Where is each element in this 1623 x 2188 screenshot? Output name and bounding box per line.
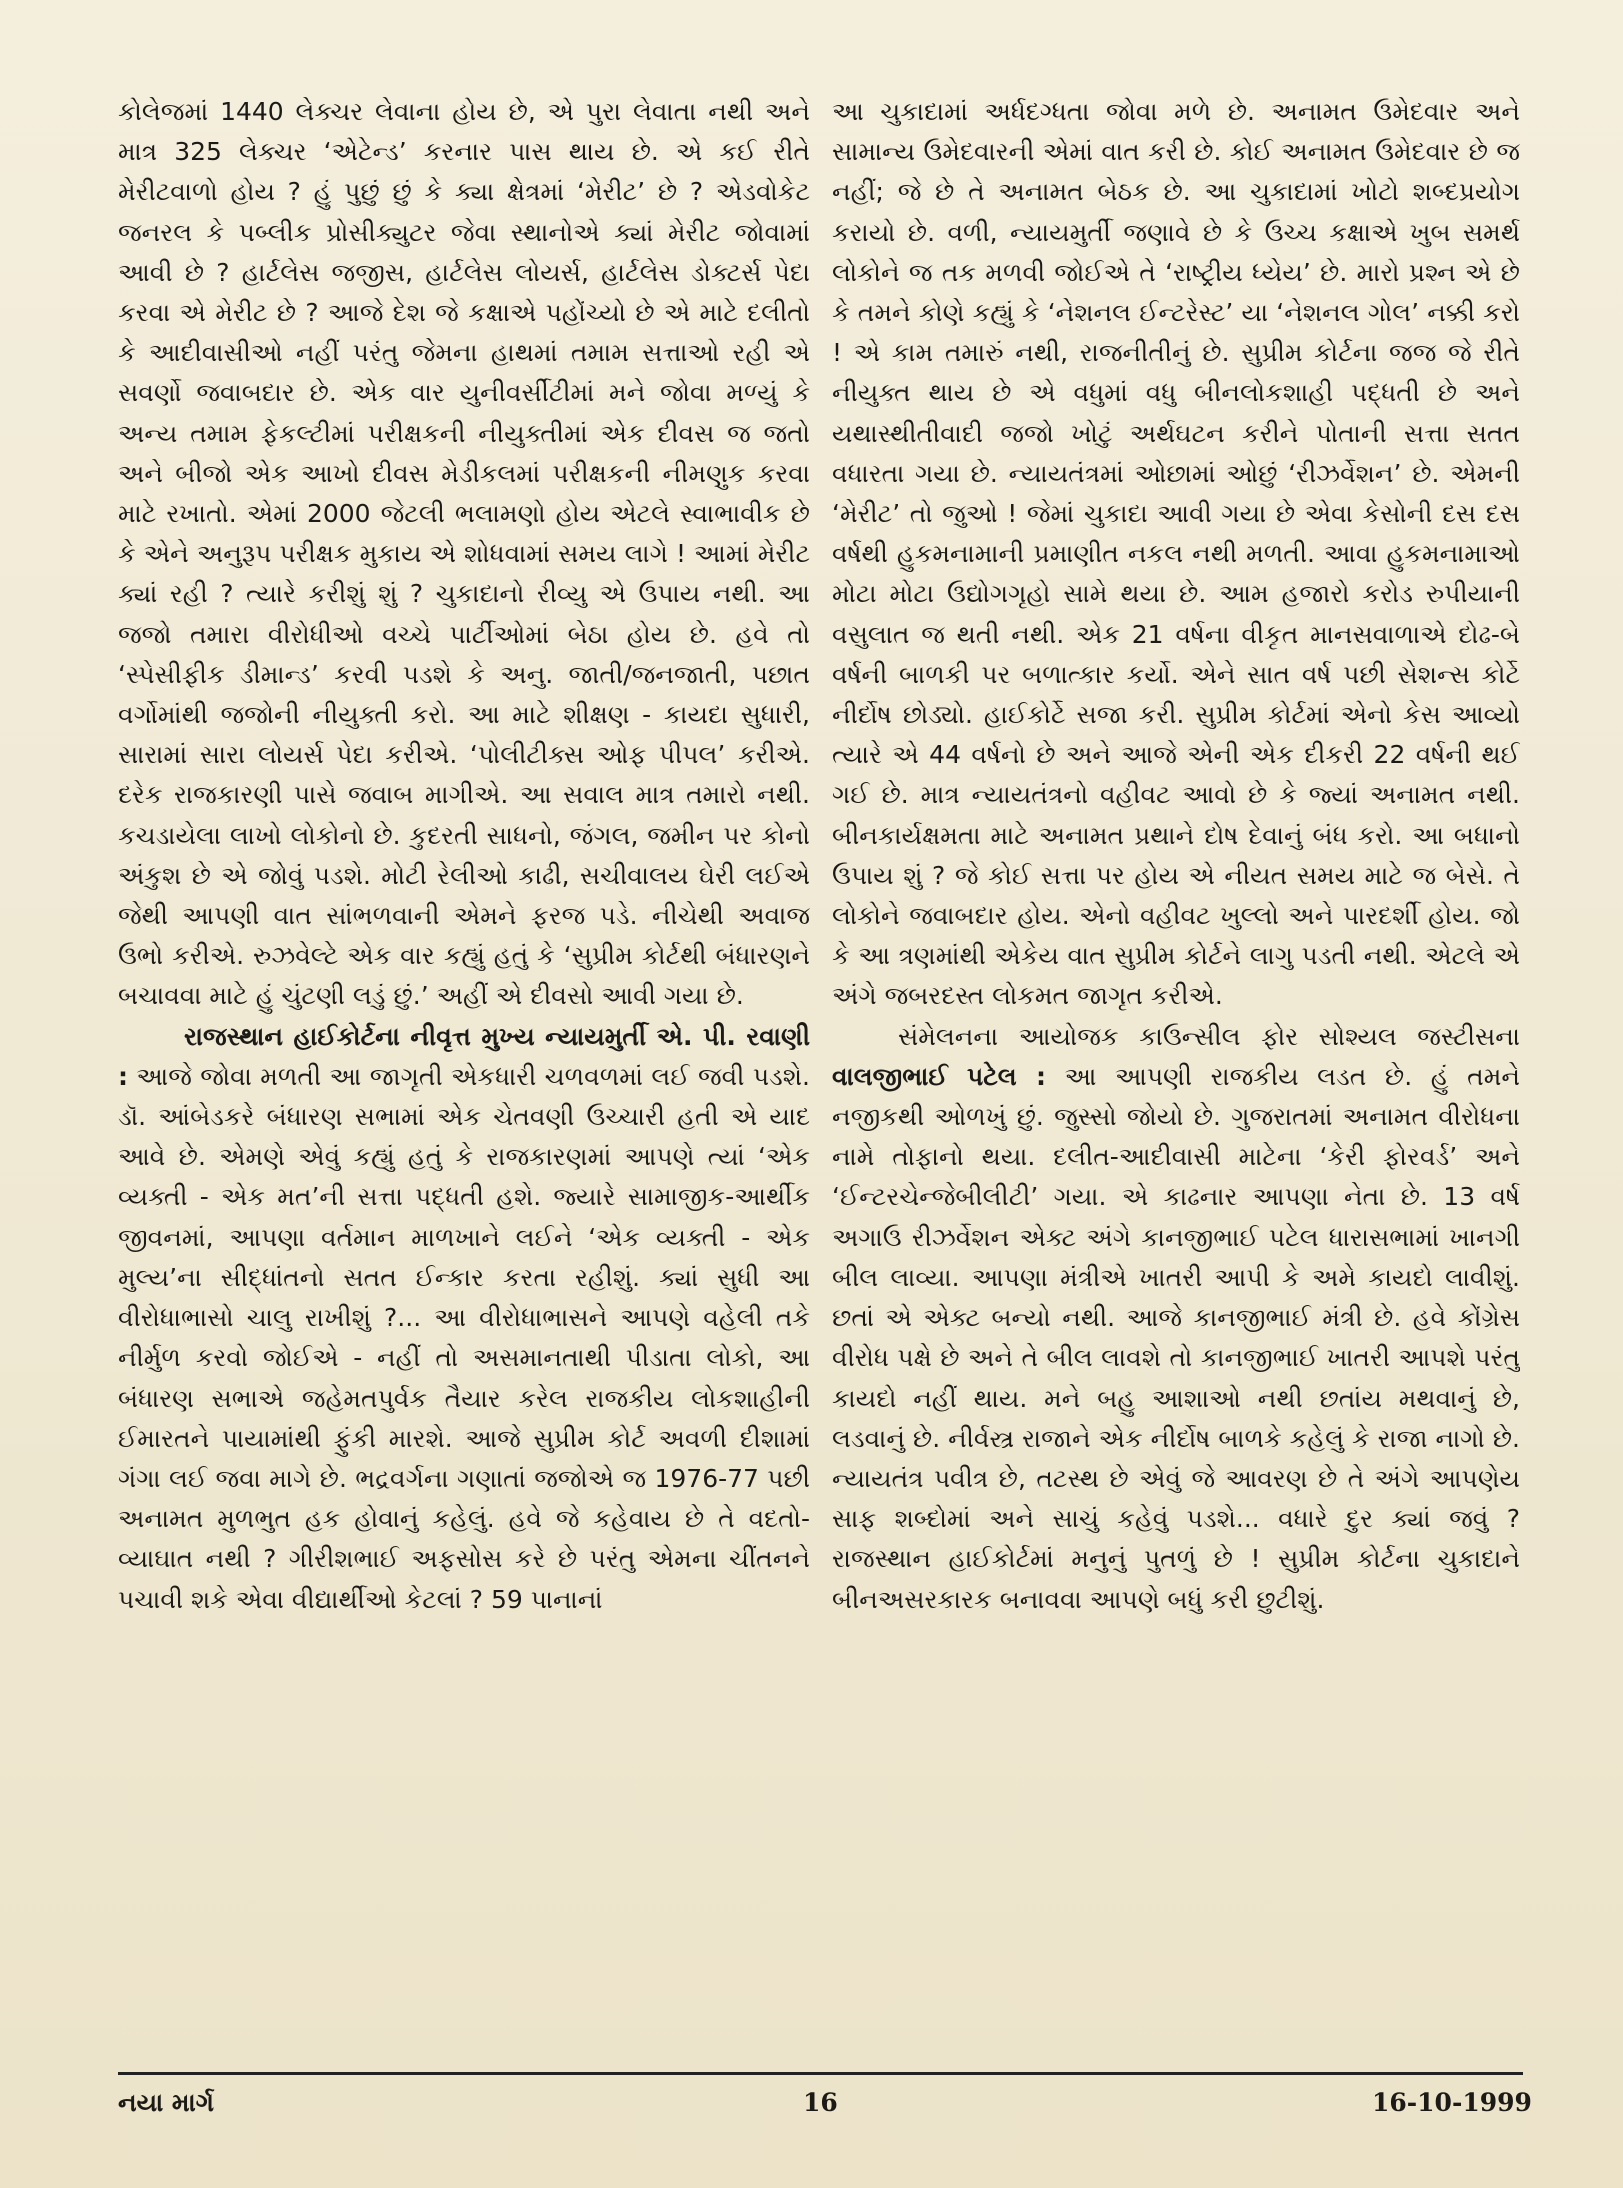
publication-name: નયા માર્ગ [118, 2088, 214, 2117]
speaker-valjibhai: વાલજીભાઈ પટેલ : [832, 1061, 1047, 1091]
left-column [118, 92, 810, 2077]
right-paragraph-2-text: આ આપણી રાજકીય લડત છે. હું તમને નજીકથી ઓળખું છું. જુસ્સો જોયો છે. ગુજરાતમાં અનામત વીરોધના નામે તોફાનો થયા. દલીત-આદીવાસી માટેના ‘કેરી ફોરવર્ડ’ અને ‘ઈન્ટરચેન્જેબીલીટી’ ગયા. એ કાઢનાર આપણા નેતા છે. 13 વર્ષ અગાઉ રીઝર્વેશન એક્ટ અંગે કાનજીભાઈ પટેલ ધારાસભામાં ખાનગી બીલ લાવ્યા. આપણા મંત્રીએ ખાતરી આપી કે અમે કાયદો લાવીશું. છતાં એ એક્ટ બન્યો નથી. આજે કાનજીભાઈ મંત્રી છે. હવે કોંગ્રેસ વીરોધ પક્ષે છે અને તે બીલ લાવશે તો કાનજીભાઈ ખાતરી આપશે પરંતુ કાયદો નહીં થાય. મને બહુ આશાઓ નથી છતાંય મથવાનું છે, લડવાનું છે. નીર્વસ્ત્ર રાજાને એક નીર્દોષ બાળકે કહેલું કે રાજા નાગો છે. ન્યાયતંત્ર પવીત્ર છે, તટસ્થ છે એવું જે આવરણ છે તે અંગે આપણેય સાફ શબ્દોમાં અને સાચું કહેવું પડશે... વધારે દુર ક્યાં જવું ? રાજસ્થાન હાઈકોર્ટમાં મનુનું પુતળું છે ! સુપ્રીમ કોર્ટના ચુકાદાને બીનઅસરકારક બનાવવા આપણે બધું કરી છુટીશું. [832, 1061, 1520, 1614]
right-paragraph-2 [832, 1017, 1520, 1620]
speaker-ravani: રાજસ્થાન હાઈકોર્ટના નીવૃત્ત મુખ્ય ન્યાયમુર્તી એ. પી. રવાણી : [118, 1021, 810, 1091]
right-paragraph-1: આ ચુકાદામાં અર્ધદગ્ધતા જોવા મળે છે. અનામત ઉમેદવાર અને સામાન્ય ઉમેદવારની એમાં વાત કરી છે. કોઈ અનામત ઉમેદવાર છે જ નહીં; જે છે તે અનામત બેઠક છે. આ ચુકાદામાં ખોટો શબ્દપ્રયોગ કરાયો છે. વળી, ન્યાયમુર્તી જણાવે છે કે ઉચ્ચ કક્ષાએ ખુબ સમર્થ લોકોને જ તક મળવી જોઈએ તે ‘રાષ્ટ્રીય ધ્યેય’ છે. મારો પ્રશ્ન એ છે કે તમને કોણે કહ્યું કે ‘નેશનલ ઈન્ટરેસ્ટ’ યા ‘નેશનલ ગોલ’ નક્કી કરો ! એ કામ તમારું નથી, રાજનીતીનું છે. સુપ્રીમ કોર્ટના જજ જે રીતે નીયુક્ત થાય છે એ વધુમાં વધુ બીનલોકશાહી પદ્ધતી છે અને યથાસ્થીતીવાદી જજો ખોટું અર્થઘટન કરીને પોતાની સત્તા સતત વધારતા ગયા છે. ન્યાયતંત્રમાં ઓછામાં ઓછું ‘રીઝર્વેશન’ છે. એમની ‘મેરીટ’ તો જુઓ ! જેમાં ચુકાદા આવી ગયા છે એવા કેસોની દસ દસ વર્ષથી હુકમનામાની પ્રમાણીત નકલ નથી મળતી. આવા હુકમનામાઓ મોટા મોટા ઉદ્યોગગૃહો સામે થયા છે. આમ હજારો કરોડ રુપીયાની વસુલાત જ થતી નથી. એક 21 વર્ષના વીકૃત માનસવાળાએ દોઢ-બે વર્ષની બાળકી પર બળાત્કાર કર્યો. એને સાત વર્ષ પછી સેશન્સ કોર્ટે નીર્દોષ છોડ્યો. હાઈકોર્ટે સજા કરી. સુપ્રીમ કોર્ટમાં એનો કેસ આવ્યો ત્યારે એ 44 વર્ષનો છે અને આજે એની એક દીકરી 22 વર્ષની થઈ ગઈ છે. માત્ર ન્યાયતંત્રનો વહીવટ આવો છે કે જ્યાં અનામત નથી. બીનકાર્યક્ષમતા માટે અનામત પ્રથાને દોષ દેવાનું બંધ કરો. આ બધાનો ઉપાય શું ? જે કોઈ સત્તા પર હોય એ નીયત સમય માટે જ બેસે. તે લોકોને જવાબદાર હોય. એનો વહીવટ ખુલ્લો અને પારદર્શી હોય. જો કે આ ત્રણમાંથી એકેય વાત સુપ્રીમ કોર્ટને લાગુ પડતી નથી. એટલે એ અંગે જબરદસ્ત લોકમત જાગૃત કરીએ. [832, 97, 1520, 1011]
left-paragraph-2-text: આજે જોવા મળતી આ જાગૃતી એકધારી ચળવળમાં લઈ જવી પડશે. ડૉ. આંબેડકરે બંધારણ સભામાં એક ચેતવણી ઉચ્ચારી હતી એ યાદ આવે છે. એમણે એવું કહ્યું હતું કે રાજકારણમાં આપણે ત્યાં ‘એક વ્યક્તી - એક મત’ની સત્તા પદ્ધતી હશે. જ્યારે સામાજીક-આર્થીક જીવનમાં, આપણા વર્તમાન માળખાને લઈને ‘એક વ્યક્તી - એક મુલ્ય’ના સીદ્ધાંતનો સતત ઈન્કાર કરતા રહીશું. ક્યાં સુધી આ વીરોધાભાસો ચાલુ રાખીશું ?... આ વીરોધાભાસને આપણે વહેલી તકે નીર્મુળ કરવો જોઈએ - નહીં તો અસમાનતાથી પીડાતા લોકો, આ બંધારણ સભાએ જહેમતપુર્વક તૈયાર કરેલ રાજકીય લોકશાહીની ઈમારતને પાયામાંથી ફુંકી મારશે. આજે સુપ્રીમ કોર્ટ અવળી દીશામાં ગંગા લઈ જવા માગે છે. ભદ્રવર્ગના ગણાતાં જજોએ જ 1976-77 પછી અનામત મુળભુત હક હોવાનું કહેલું. હવે જે કહેવાય છે તે વદતો-વ્યાઘાત નથી ? ગીરીશભાઈ અફસોસ કરે છે પરંતુ એમના ચીંતનને પચાવી શકે એવા વીદ્યાર્થીઓ કેટલાં ? 59 પાનાનાં [118, 1061, 810, 1614]
page-number: 16 [803, 2088, 838, 2117]
right-paragraph-2-intro: સંમેલનના આયોજક કાઉન્સીલ ફોર સોશ્યલ જસ્ટીસના [898, 1021, 1520, 1051]
issue-date: 16-10-1999 [1372, 2088, 1532, 2117]
left-paragraph-2 [118, 1017, 810, 1620]
right-column [832, 92, 1520, 2077]
footer-rule [118, 2072, 1523, 2075]
left-paragraph-1: કોલેજમાં 1440 લેક્ચર લેવાના હોય છે, એ પુરા લેવાતા નથી અને માત્ર 325 લેક્ચર ‘એટેન્ડ’ કરનાર પાસ થાય છે. એ કઈ રીતે મેરીટવાળો હોય ? હું પુછું છું કે ક્યા ક્ષેત્રમાં ‘મેરીટ’ છે ? એડવોકેટ જનરલ કે પબ્લીક પ્રોસીક્યુટર જેવા સ્થાનોએ ક્યાં મેરીટ જોવામાં આવી છે ? હાર્ટલેસ જજીસ, હાર્ટલેસ લોયર્સ, હાર્ટલેસ ડોક્ટર્સ પેદા કરવા એ મેરીટ છે ? આજે દેશ જે કક્ષાએ પહોંચ્યો છે એ માટે દલીતો કે આદીવાસીઓ નહીં પરંતુ જેમના હાથમાં તમામ સત્તાઓ રહી એ સવર્ણો જવાબદાર છે. એક વાર યુનીવર્સીટીમાં મને જોવા મળ્યું કે અન્ય તમામ ફેકલ્ટીમાં પરીક્ષકની નીયુક્તીમાં એક દીવસ જ જતો અને બીજો એક આખો દીવસ મેડીકલમાં પરીક્ષકની નીમણુક કરવા માટે રખાતો. એમાં 2000 જેટલી ભલામણો હોય એટલે સ્વાભાવીક છે કે એને અનુરૂપ પરીક્ષક મુકાય એ શોધવામાં સમય લાગે ! આમાં મેરીટ ક્યાં રહી ? ત્યારે કરીશું શું ? ચુકાદાનો રીવ્યુ એ ઉપાય નથી. આ જજો તમારા વીરોધીઓ વચ્ચે પાર્ટીઓમાં બેઠા હોય છે. હવે તો ‘સ્પેસીફીક ડીમાન્ડ’ કરવી પડશે કે અનુ. જાતી/જનજાતી, પછાત વર્ગોમાંથી જજોની નીયુક્તી કરો. આ માટે શીક્ષણ - કાયદા સુધારી, સારામાં સારા લોયર્સ પેદા કરીએ. ‘પોલીટીક્સ ઓફ પીપલ’ કરીએ. દરેક રાજકારણી પાસે જવાબ માગીએ. આ સવાલ માત્ર તમારો નથી. કચડાયેલા લાખો લોકોનો છે. કુદરતી સાધનો, જંગલ, જમીન પર કોનો અંકુશ છે એ જોવું પડશે. મોટી રેલીઓ કાઢી, સચીવાલય ઘેરી લઈએ જેથી આપણી વાત સાંભળવાની એમને ફરજ પડે. નીચેથી અવાજ ઉભો કરીએ. રુઝવેલ્ટે એક વાર કહ્યું હતું કે ‘સુપ્રીમ કોર્ટથી બંધારણને બચાવવા માટે હું ચુંટણી લડું છું.’ અહીં એ દીવસો આવી ગયા છે. [118, 97, 810, 1011]
